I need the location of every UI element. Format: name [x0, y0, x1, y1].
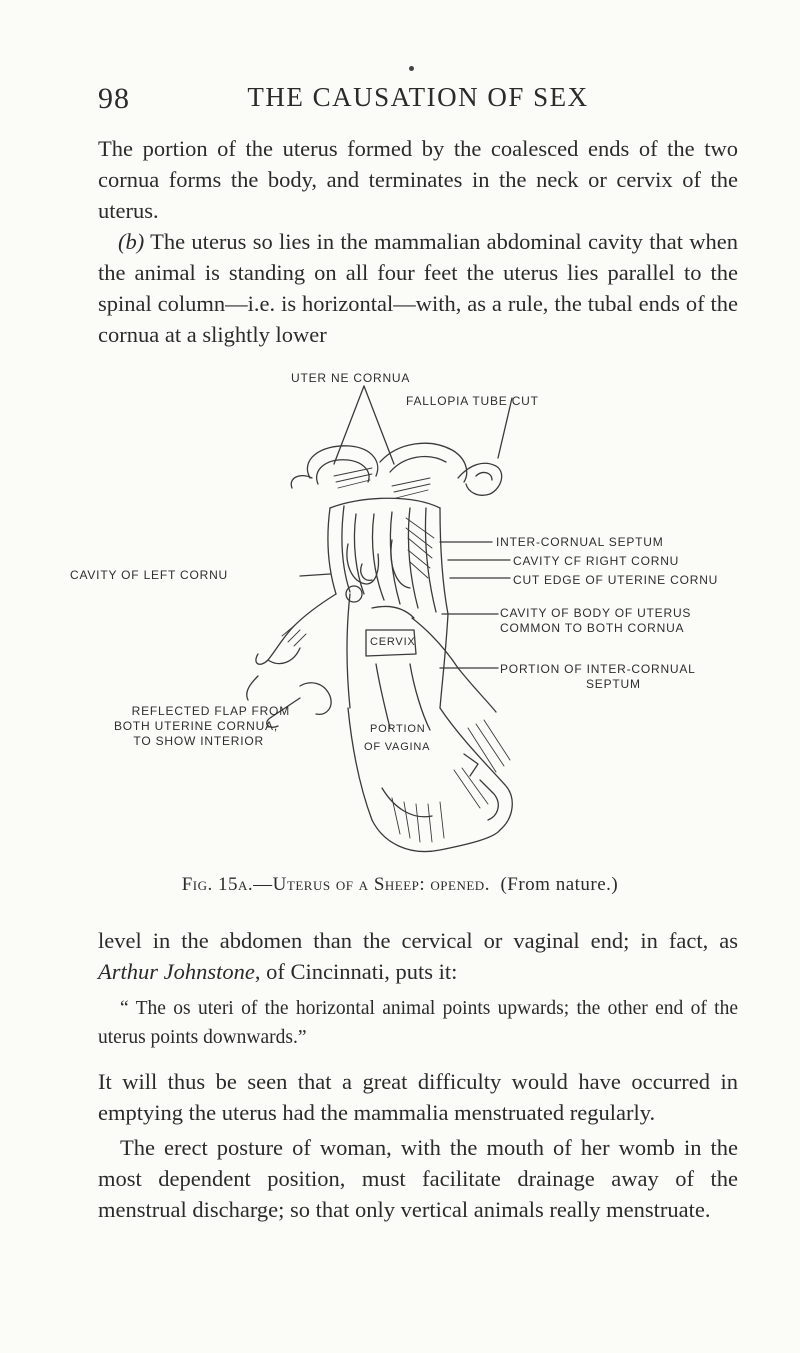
- label-cervix: CERVIX: [370, 636, 416, 648]
- caption-title: —Uterus of a Sheep: opened.: [253, 874, 490, 895]
- author-name: Arthur Johnstone: [98, 959, 255, 984]
- block-quote: “ The os uteri of the horizontal animal points upwards; the other end of the uterus points downwards.”: [98, 998, 738, 1048]
- paragraph-uterus-position: The uterus so lies in the mammalian abdominal cavity that when the animal is standing on all four feet the uterus lies parallel to the spinal column—i.e. is horizontal—with, as a rule, the tubal ends of the cornua at a slightly lower: [98, 229, 739, 347]
- label-vagina: OF VAGINA: [364, 741, 431, 753]
- label-cavity-right-cornu: CAVITY CF RIGHT CORNU: [513, 554, 680, 568]
- label-uterine-cornua: UTER NE CORNUA: [291, 371, 411, 385]
- label-fallopian-tube: FALLOPIA TUBE CUT: [406, 394, 539, 408]
- caption-figure-number: Fig. 15a.: [181, 874, 254, 895]
- label-portion: PORTION: [370, 723, 426, 735]
- label-flap-line3: TO SHOW INTERIOR: [133, 734, 264, 748]
- label-body-cavity-line1: CAVITY OF BODY OF UTERUS: [500, 606, 692, 620]
- label-cut-edge: CUT EDGE OF UTERINE CORNU: [513, 573, 719, 587]
- label-flap-line2: BOTH UTERINE CORNUA,: [113, 719, 278, 733]
- running-head: THE CAUSATION OF SEX: [247, 82, 589, 112]
- figure-caption: [0, 874, 800, 896]
- page-number: 98: [98, 82, 130, 115]
- paragraph-difficulty: It will thus be seen that a great difficulty would have occurred in emptying the uterus had the mammalia menstruated regularly.: [98, 1069, 738, 1125]
- leader-line-left-cornu: [300, 574, 330, 576]
- leader-line-cornua-left: [334, 386, 364, 464]
- paragraph-erect-posture: The erect posture of woman, with the mouth of her womb in the most dependent position, must facilitate drainage away of the menstrual discharge; so that only vertical animals really menstruate.: [98, 1135, 738, 1222]
- page-header: [98, 82, 738, 122]
- paragraph-johnstone: level in the abdomen than the cervical or vaginal end; in fact, as Arthur Johnstone, of Cincinnati, puts it:: [98, 928, 738, 984]
- paragraph-text: The portion of the uterus formed by the coalesced ends of the two cornua forms the body, and terminates in the neck or cervix of the uterus.: [98, 136, 738, 223]
- label-cavity-left-cornu: CAVITY OF LEFT CORNU: [70, 568, 229, 582]
- label-septum-portion-line1: PORTION OF INTER-CORNUAL: [500, 662, 696, 676]
- label-septum-portion-line2: SEPTUM: [586, 677, 641, 691]
- print-speck: [409, 66, 414, 71]
- caption-source: (From nature.): [500, 874, 619, 895]
- label-flap-line1: REFLECTED FLAP FROM: [131, 704, 290, 718]
- label-body-cavity-line2: COMMON TO BOTH CORNUA: [500, 621, 685, 635]
- paragraph-cornua-body: [98, 133, 738, 350]
- label-inter-cornual-septum: INTER-CORNUAL SEPTUM: [496, 535, 664, 549]
- figure-uterus-sheep: [0, 368, 800, 868]
- list-marker-b: (b): [118, 229, 145, 254]
